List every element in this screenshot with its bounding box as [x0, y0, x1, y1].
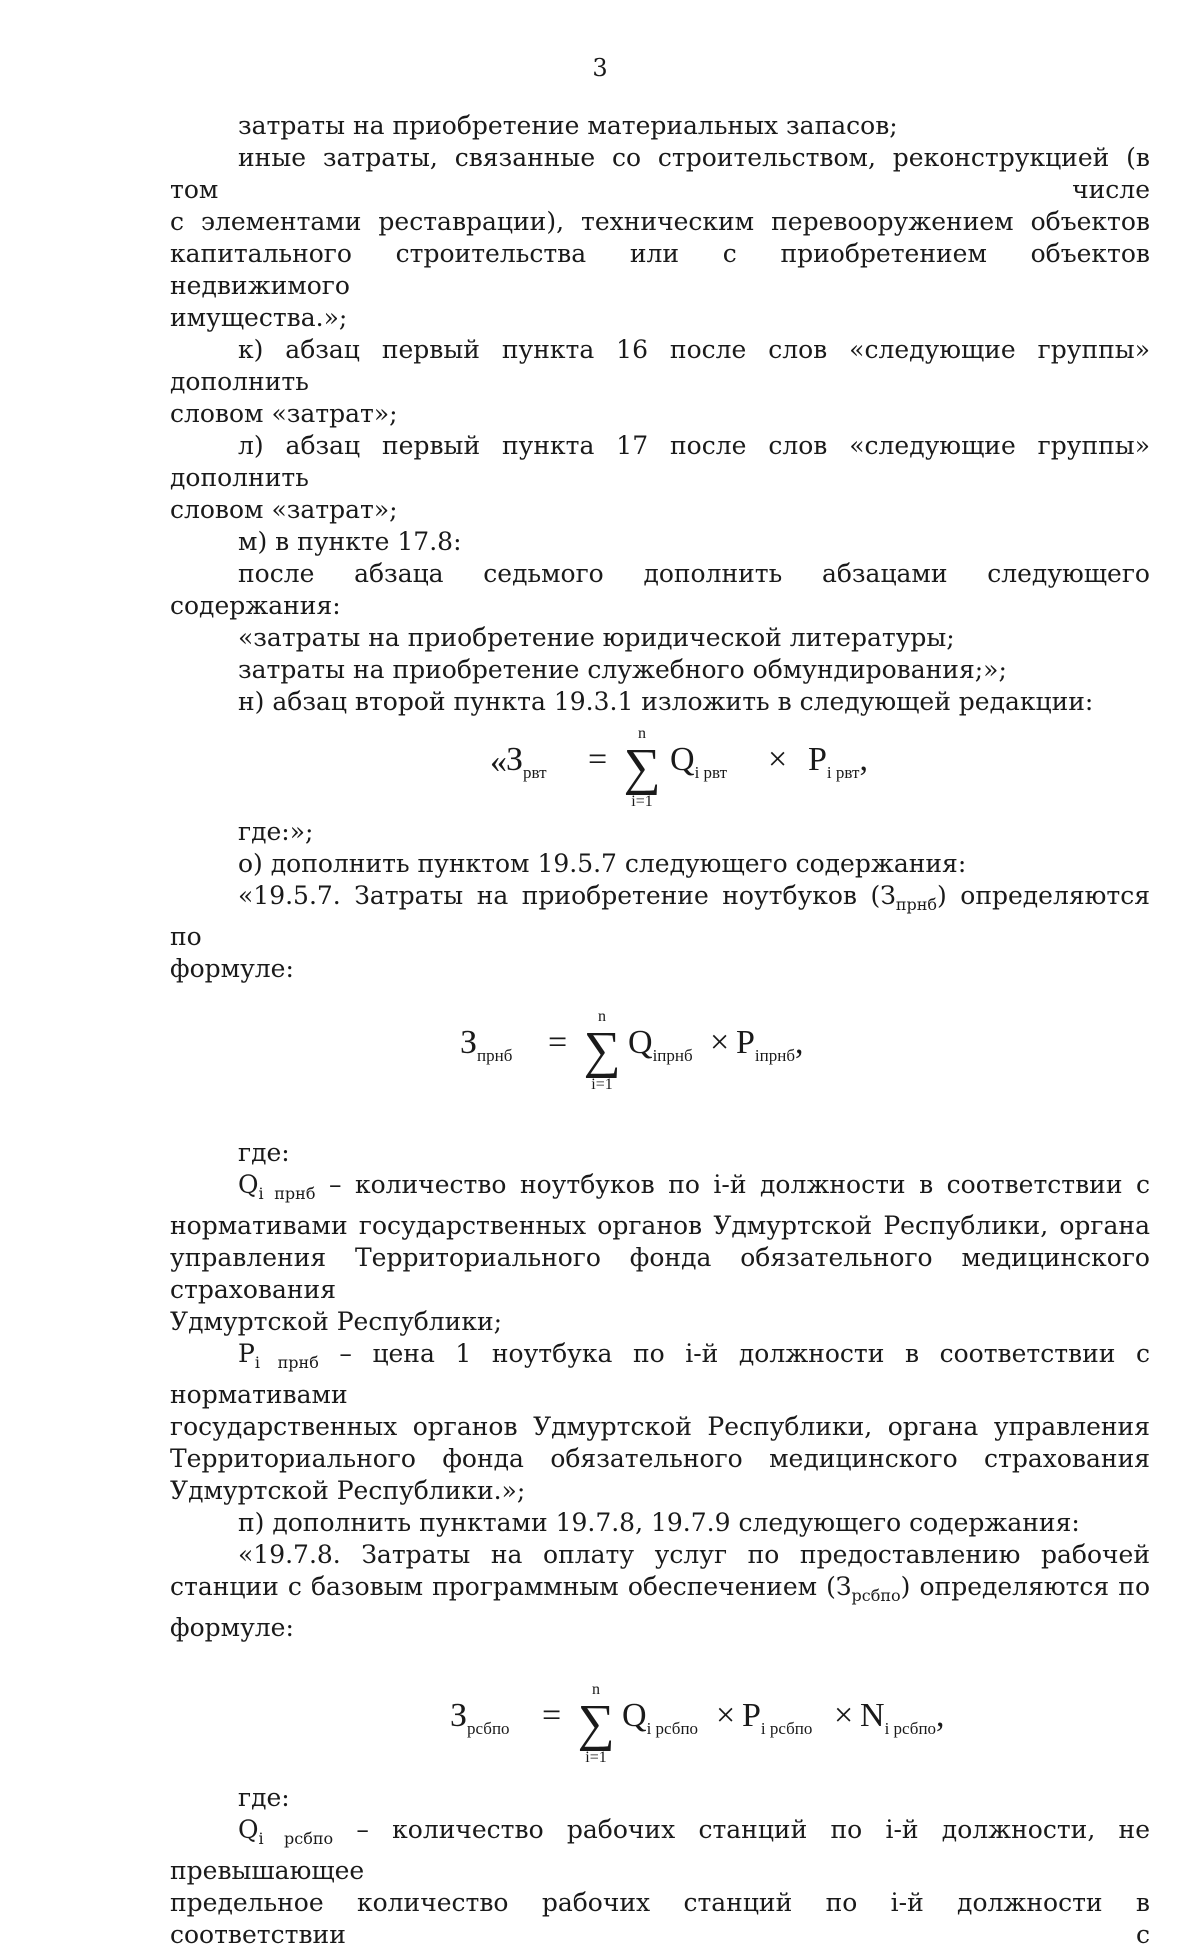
- document-body: [170, 110, 1150, 1951]
- amendment-o: о) дополнить пунктом 19.5.7 следующего содержания:: [238, 849, 967, 878]
- paragraph-line: станции с базовым программным обеспечением $(З_{рсбпо})$ определяются по: [170, 1572, 1150, 1605]
- formula-q-term: $Q_{i рвт}$: [670, 741, 728, 782]
- paragraph-line: «19.7.8. Затраты на оплату услуг по предоставлению рабочей: [238, 1540, 1150, 1569]
- definition-q: $Q_{i прнб}$ – количество ноутбуков по i-й должности в соответствии с: [238, 1170, 1151, 1203]
- sigma-icon: n ∑ i=1: [583, 1008, 621, 1093]
- paragraph-line: предельное количество рабочих станций по i-й должности в соответствии с: [170, 1888, 1150, 1949]
- formula-rsbpo: [170, 1648, 1150, 1778]
- amendment-k: к) абзац первый пункта 16 после слов «следующие группы» дополнить: [170, 335, 1150, 396]
- definition-q: $Q_{i рсбпо}$ – количество рабочих станций по i-й должности, не превышающее: [170, 1815, 1150, 1885]
- formula-times: ×: [834, 1697, 854, 1734]
- formula-equals: =: [542, 1697, 562, 1734]
- paragraph-line: управления Территориального фонда обязательного медицинского страхования: [170, 1243, 1150, 1304]
- paragraph: затраты на приобретение материальных запасов;: [238, 111, 898, 140]
- amendment-p: п) дополнить пунктами 19.7.8, 19.7.9 следующего содержания:: [238, 1508, 1080, 1537]
- where-label: где:»;: [238, 817, 314, 846]
- paragraph-line: нормативами государственных органов Удмуртской Республики, органа: [170, 1211, 1150, 1240]
- amendment-l: л) абзац первый пункта 17 после слов «следующие группы» дополнить: [170, 431, 1150, 492]
- formula-lhs: $З_{рсбпо}$: [450, 1697, 510, 1738]
- sigma-icon: n ∑ i=1: [623, 725, 661, 810]
- paragraph-line: Территориального фонда обязательного медицинского страхования: [170, 1444, 1150, 1473]
- paragraph-line: имущества.»;: [170, 303, 348, 332]
- paragraph-line: формуле:: [170, 1613, 294, 1642]
- where-label: где:: [238, 1138, 290, 1167]
- formula-n-term: $N_{i рсбпо}$,: [860, 1697, 945, 1738]
- formula-lhs: $З_{прнб}$: [460, 1024, 513, 1065]
- sigma-icon: n ∑ i=1: [577, 1681, 615, 1766]
- amendment-n: н) абзац второй пункта 19.3.1 изложить в следующей редакции:: [238, 687, 1094, 716]
- amendment-k-cont: словом «затрат»;: [170, 399, 398, 428]
- paragraph-line: государственных органов Удмуртской Республики, органа управления: [170, 1412, 1150, 1441]
- paragraph: после абзаца седьмого дополнить абзацами следующего содержания:: [170, 559, 1150, 620]
- amendment-m: м) в пункте 17.8:: [238, 527, 462, 556]
- paragraph-line: с элементами реставрации), техническим перевооружением объектов: [170, 207, 1150, 236]
- formula-equals: =: [588, 741, 608, 778]
- formula-equals: =: [548, 1024, 568, 1061]
- formula-rvt: [170, 722, 1150, 812]
- paragraph-line: Удмуртской Республики.»;: [170, 1476, 526, 1505]
- formula-p-term: $P_{i рсбпо}$: [742, 1697, 813, 1738]
- formula-p-term: $P_{iпрнб}$,: [736, 1024, 804, 1065]
- paragraph-line: «19.5.7. Затраты на приобретение ноутбуков $(З_{прнб})$ определяются по: [170, 881, 1151, 951]
- formula-q-term: $Q_{i рсбпо}$: [622, 1697, 699, 1738]
- formula-prnb: [170, 989, 1150, 1107]
- amendment-l-cont: словом «затрат»;: [170, 495, 398, 524]
- paragraph-line: иные затраты, связанные со строительством, реконструкцией (в том числе: [170, 143, 1150, 204]
- formula-times: ×: [710, 1024, 730, 1061]
- definition-p: $P_{i прнб}$ – цена 1 ноутбука по i-й должности в соответствии с нормативами: [170, 1339, 1151, 1409]
- paragraph-line: Удмуртской Республики;: [170, 1307, 503, 1336]
- paragraph: затраты на приобретение служебного обмундирования;»;: [238, 655, 1007, 684]
- where-label: где:: [238, 1783, 290, 1812]
- paragraph: «затраты на приобретение юридической литературы;: [238, 623, 955, 652]
- paragraph-line: капитального строительства или с приобретением объектов недвижимого: [170, 239, 1150, 300]
- formula-q-term: $Q_{iпрнб}$: [628, 1024, 693, 1065]
- formula-times: ×: [716, 1697, 736, 1734]
- formula-open-quote: «: [490, 743, 507, 780]
- paragraph-line: формуле:: [170, 954, 294, 983]
- page-number: 3: [592, 54, 608, 82]
- formula-times: ×: [768, 741, 788, 778]
- formula-lhs: $З_{рвт}$: [506, 741, 547, 782]
- formula-p-term: $P_{i рвт}$,: [808, 741, 868, 782]
